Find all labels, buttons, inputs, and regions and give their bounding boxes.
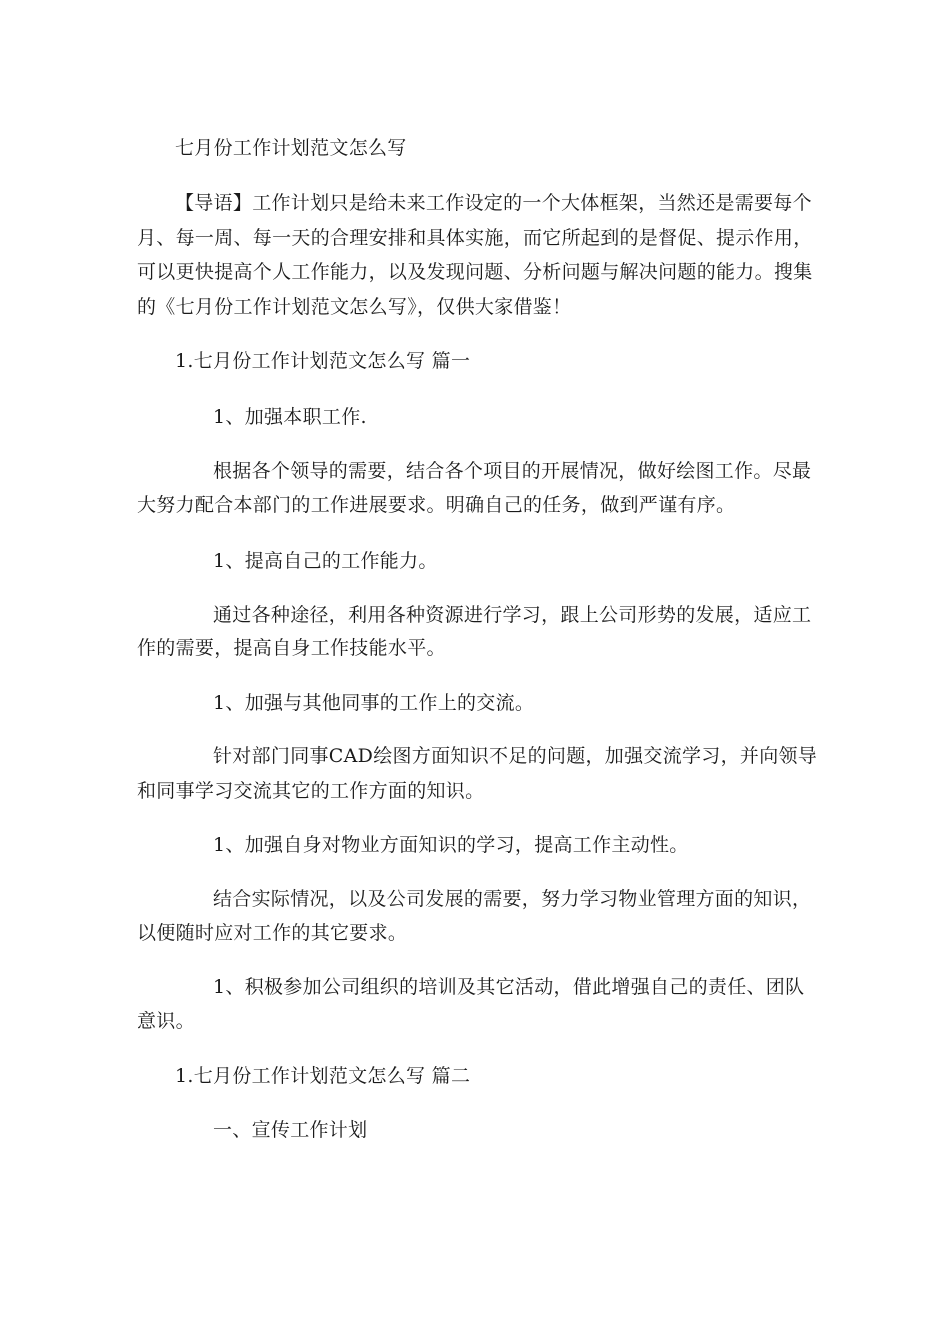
list-item-heading: 1、提高自己的工作能力。 bbox=[213, 550, 438, 572]
paragraph-line: 意识。 bbox=[137, 1010, 195, 1032]
intro-line: 月、每一周、每一天的合理安排和具体实施，而它所起到的是督促、提示作用， bbox=[137, 227, 813, 249]
paragraph-line: 作的需要，提高自身工作技能水平。 bbox=[137, 637, 446, 659]
section-heading-2: 1.七月份工作计划范文怎么写 篇二 bbox=[175, 1065, 471, 1087]
section-heading-1: 1.七月份工作计划范文怎么写 篇一 bbox=[175, 350, 471, 372]
list-item-heading: 1、加强与其他同事的工作上的交流。 bbox=[213, 692, 535, 714]
paragraph-line: 结合实际情况，以及公司发展的需要，努力学习物业管理方面的知识， bbox=[213, 888, 812, 910]
paragraph-line: 针对部门同事CAD绘图方面知识不足的问题，加强交流学习，并向领导 bbox=[213, 745, 818, 767]
document-title: 七月份工作计划范文怎么写 bbox=[175, 137, 407, 159]
list-item-heading: 一、宣传工作计划 bbox=[213, 1119, 368, 1141]
paragraph-line: 以便随时应对工作的其它要求。 bbox=[137, 922, 408, 944]
paragraph-line: 根据各个领导的需要，结合各个项目的开展情况，做好绘图工作。尽最 bbox=[213, 460, 812, 482]
paragraph-line: 1、积极参加公司组织的培训及其它活动，借此增强自己的责任、团队 bbox=[213, 976, 805, 998]
intro-line: 【导语】工作计划只是给未来工作设定的一个大体框架，当然还是需要每个 bbox=[175, 192, 812, 214]
paragraph-line: 和同事学习交流其它的工作方面的知识。 bbox=[137, 780, 485, 802]
list-item-heading: 1、加强本职工作. bbox=[213, 406, 367, 428]
intro-line: 可以更快提高个人工作能力，以及发现问题、分析问题与解决问题的能力。搜集 bbox=[137, 261, 813, 283]
paragraph-line: 大努力配合本部门的工作进展要求。明确自己的任务，做到严谨有序。 bbox=[137, 494, 736, 516]
paragraph-line: 通过各种途径，利用各种资源进行学习，跟上公司形势的发展，适应工 bbox=[213, 604, 812, 626]
list-item-heading: 1、加强自身对物业方面知识的学习，提高工作主动性。 bbox=[213, 834, 689, 856]
intro-line: 的《七月份工作计划范文怎么写》，仅供大家借鉴！ bbox=[137, 296, 572, 318]
